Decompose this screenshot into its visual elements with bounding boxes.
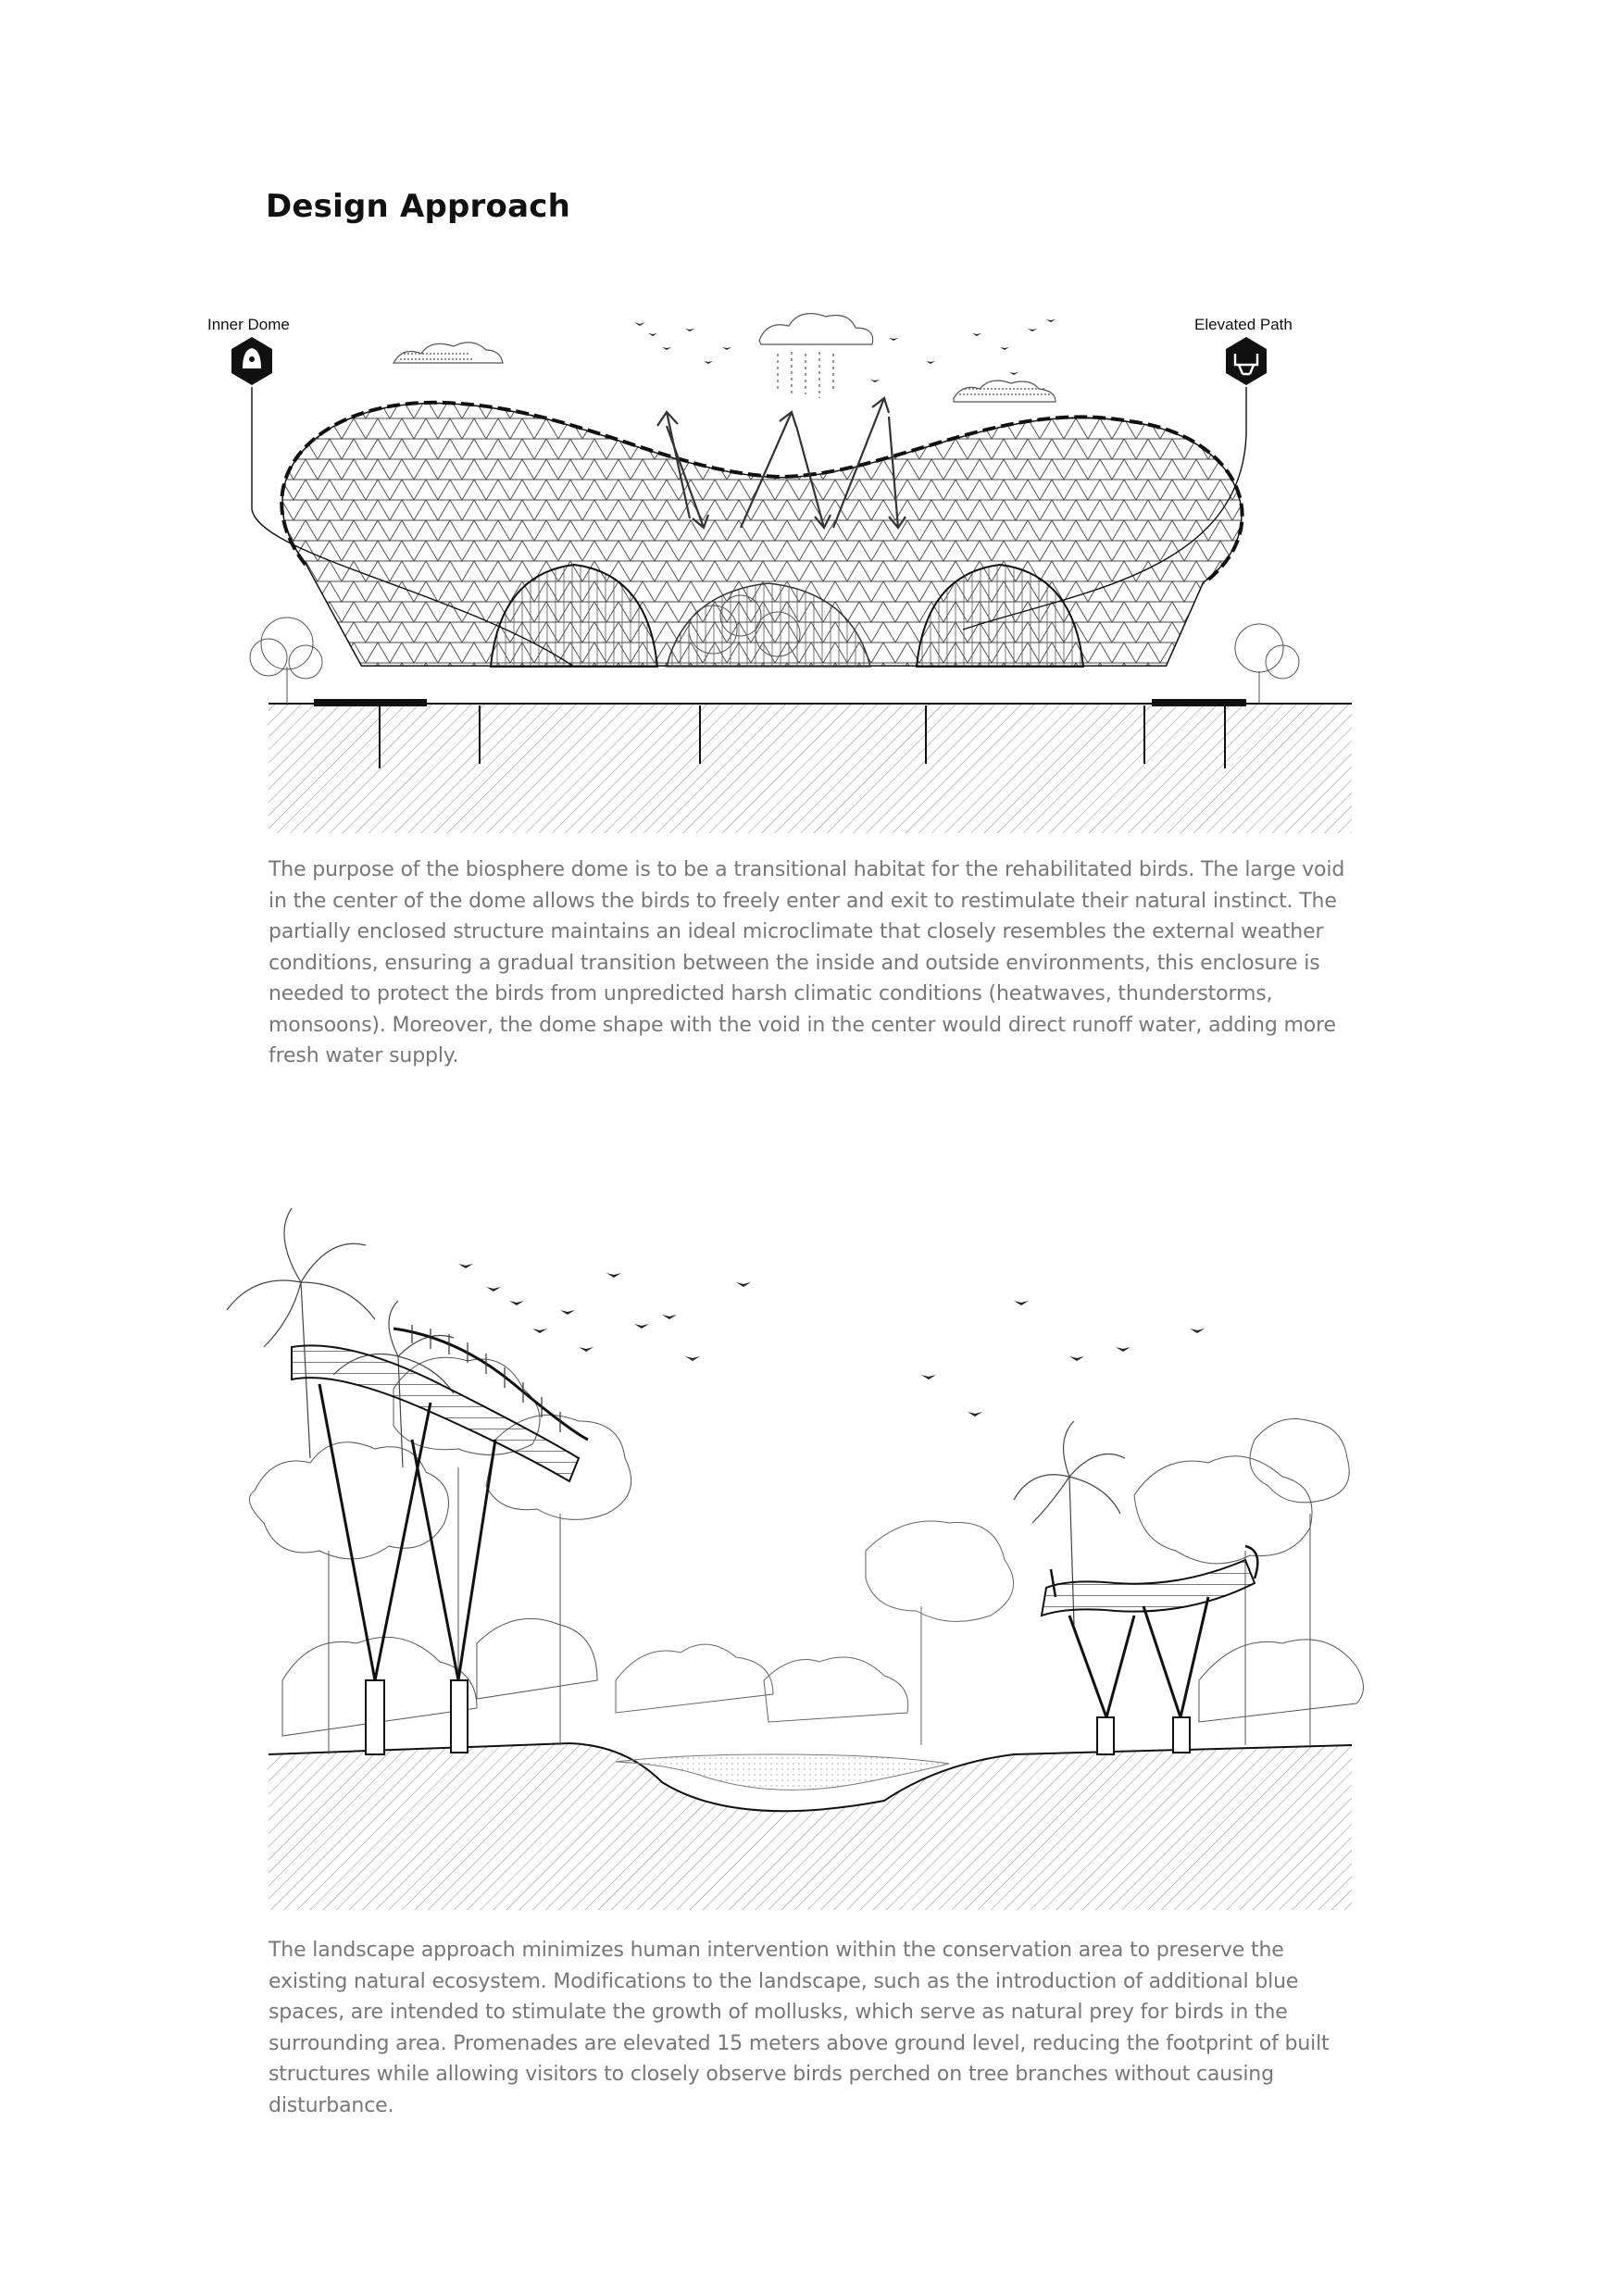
cloud-right (954, 381, 1056, 402)
page-title: Design Approach (266, 188, 570, 225)
elevated-path-hexagon-icon (1226, 337, 1267, 385)
biosphere-dome-section-drawing (185, 296, 1352, 833)
elevated-promenade-right (1042, 1546, 1257, 1754)
ground-hatch (269, 704, 1352, 833)
inner-dome-label: Inner Dome (207, 316, 290, 333)
rain-cloud (759, 314, 873, 398)
inner-dome-hexagon-icon (231, 337, 272, 385)
trees-center (616, 1521, 1014, 1745)
landscape-promenade-section-drawing (181, 1162, 1449, 1916)
elevated-promenade-left (292, 1325, 588, 1754)
dome-description-paragraph: The purpose of the biosphere dome is to be a transitional habitat for the rehabilitated birds. The large void in the center of the dome allows the birds to freely enter and exit to restimulate their natural instinct. The partially enclosed structure maintains an ideal microclimate that closely resembles the external weather conditions, ensuring a gradual transition between the inside and outside environments, this enclosure is needed to protect the birds from unpredicted harsh climatic conditions (heatwaves, thunderstorms, monsoons). Moreover, the dome shape with the void in the center would direct runoff water, adding more fresh water supply. (269, 858, 1345, 1067)
birds-flock (634, 319, 1056, 382)
birds-flock (458, 1264, 1205, 1416)
elevated-path-label: Elevated Path (1194, 316, 1293, 333)
landscape-description-paragraph: The landscape approach minimizes human intervention within the conservation area to preserve the existing natural ecosystem. Modifications to the landscape, such as the introduction of additional blue spaces, are intended to stimulate the growth of mollusks, which serve as natural prey for birds in the surrounding area. Promenades are elevated 15 meters above ground level, reducing the footprint of built structures while allowing visitors to closely observe birds perched on tree branches without causing disturbance. (269, 1939, 1330, 2117)
palm-trees-left (227, 1208, 454, 1467)
cloud-left (394, 343, 503, 363)
